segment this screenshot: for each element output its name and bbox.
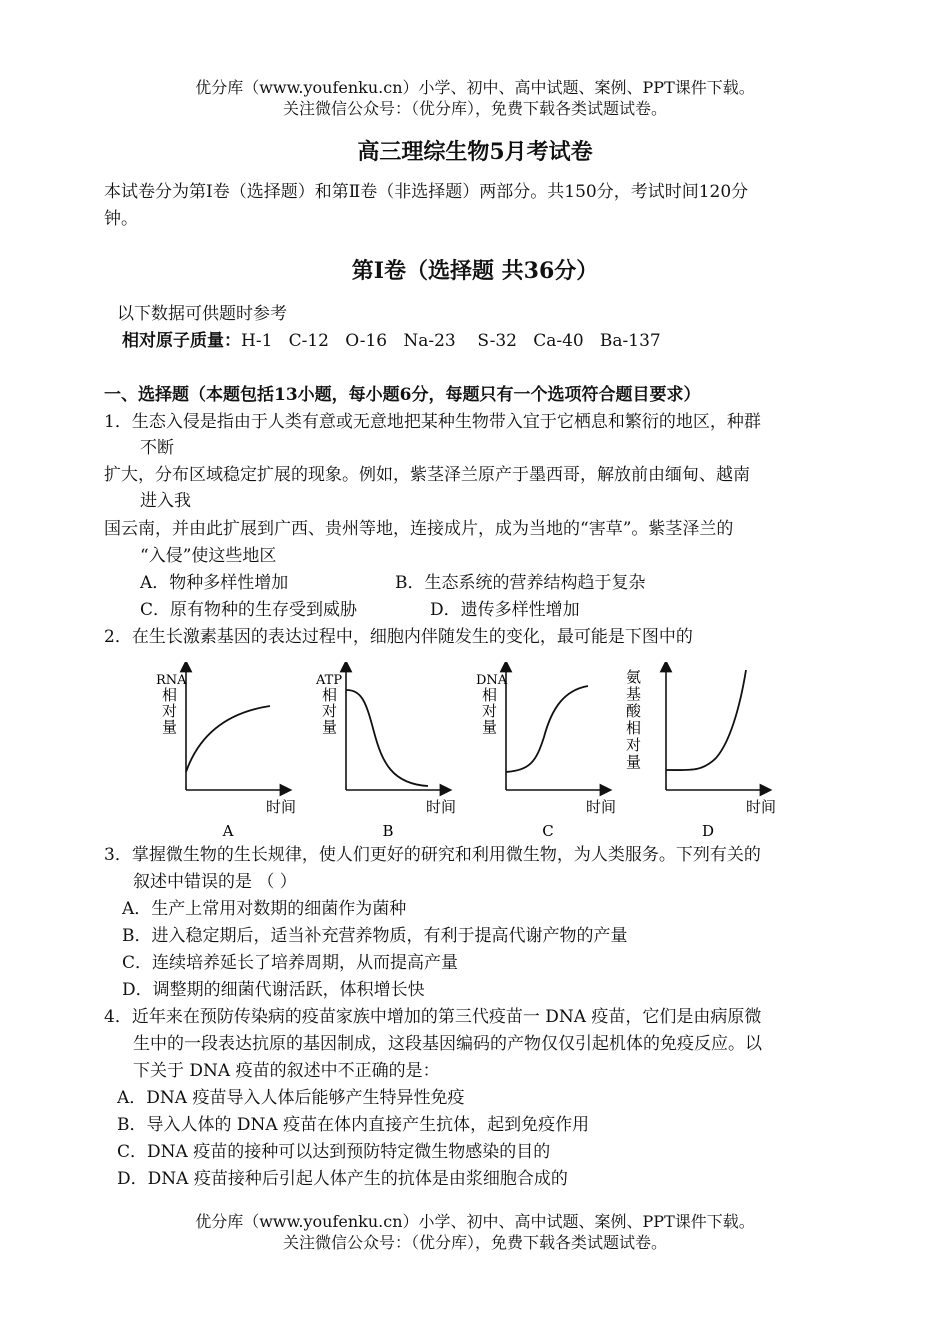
x-label: 时间 <box>746 798 777 816</box>
y-label-top: RNA <box>156 673 187 688</box>
part-heading: 一、选择题（本题包括13小题，每小题6分，每题只有一个选项符合题目要求） <box>104 385 701 405</box>
q3-line-1: 3．掌握微生物的生长规律，使人们更好的研究和利用微生物，为人类服务。下列有关的 <box>104 845 761 865</box>
q3-option-d: D．调整期的细菌代谢活跃，体积增长快 <box>122 980 425 1000</box>
intro-line-1: 本试卷分为第Ⅰ卷（选择题）和第Ⅱ卷（非选择题）两部分。共150分，考试时间120分 <box>104 182 749 202</box>
q4-line-1: 4．近年来在预防传染病的疫苗家族中增加的第三代疫苗一 DNA 疫苗，它们是由病原微 <box>104 1007 762 1027</box>
q4-option-c: C．DNA 疫苗的接种可以达到预防特定微生物感染的目的 <box>117 1142 551 1162</box>
y-label-char: 量 <box>482 718 498 736</box>
q1-option-c: C．原有物种的生存受到威胁 <box>140 600 358 620</box>
y-label-char: 对 <box>482 702 498 720</box>
q2-graphs <box>140 662 800 842</box>
q1-line-2: 不断 <box>140 438 174 458</box>
intro-line-2: 钟。 <box>104 209 138 229</box>
page-title: 高三理综生物5月考试卷 <box>357 139 593 165</box>
atomic-mass-line <box>122 330 661 352</box>
q4-line-2: 生中的一段表达抗原的基因制成，这段基因编码的产物仅仅引起机体的免疫反应。以 <box>133 1034 762 1054</box>
y-label-char: 氨 <box>626 668 642 686</box>
y-label-char: 相 <box>482 686 498 704</box>
graph-letter: D <box>701 822 715 840</box>
header-line-1: 优分库（www.youfenku.cn）小学、初中、高中试题、案例、PPT课件下载。 <box>195 78 755 97</box>
y-label-char: 量 <box>322 718 338 736</box>
q3-option-c: C．连续培养延长了培养周期，从而提高产量 <box>122 953 459 973</box>
q4-option-b: B．导入人体的 DNA 疫苗在体内直接产生抗体，起到免疫作用 <box>117 1115 590 1135</box>
q1-line-3: 扩大，分布区域稳定扩展的现象。例如，紫茎泽兰原产于墨西哥，解放前由缅甸、越南 <box>104 465 750 485</box>
graph-letter: B <box>382 822 394 840</box>
curve <box>506 686 588 772</box>
q3-option-b: B．进入稳定期后，适当补充营养物质，有利于提高代谢产物的产量 <box>122 926 628 946</box>
x-label: 时间 <box>426 798 457 816</box>
q4-option-d: D．DNA 疫苗接种后引起人体产生的抗体是由浆细胞合成的 <box>117 1169 568 1189</box>
curve <box>346 690 428 786</box>
q1-line-6: “入侵”使这些地区 <box>140 546 277 566</box>
q1-option-b: B．生态系统的营养结构趋于复杂 <box>395 573 646 593</box>
graph-a <box>156 666 296 840</box>
y-label-char: 对 <box>322 702 338 720</box>
y-label-char: 酸 <box>626 702 642 720</box>
graph-d <box>626 666 776 840</box>
graph-b <box>315 666 456 840</box>
q1-line-5: 国云南，并由此扩展到广西、贵州等地，连接成片，成为当地的“害草”。紫茎泽兰的 <box>104 519 734 539</box>
reference-line: 以下数据可供题时参考 <box>117 304 287 324</box>
graph-letter: A <box>222 822 234 840</box>
q3-line-2: 叙述中错误的是 （ ） <box>133 872 297 892</box>
y-label-char: 相 <box>322 686 338 704</box>
y-label-char: 相 <box>626 719 642 737</box>
q4-line-3: 下关于 DNA 疫苗的叙述中不正确的是： <box>133 1061 440 1081</box>
q1-option-d: D．遗传多样性增加 <box>430 600 580 620</box>
curve <box>666 670 746 770</box>
graph-c <box>476 666 616 840</box>
q1-option-a: A．物种多样性增加 <box>140 573 289 593</box>
y-label-char: 对 <box>626 736 642 754</box>
x-label: 时间 <box>266 798 297 816</box>
footer-line-2: 关注微信公众号：（优分库），免费下载各类试题试卷。 <box>282 1233 667 1252</box>
atomic-mass-label: 相对原子质量： <box>122 331 241 351</box>
y-label-char: 量 <box>626 753 642 771</box>
y-label-char: 对 <box>162 702 178 720</box>
y-label-top: DNA <box>476 673 508 688</box>
q3-option-a: A．生产上常用对数期的细菌作为菌种 <box>122 899 407 919</box>
header-line-2: 关注微信公众号：（优分库），免费下载各类试题试卷。 <box>282 99 667 118</box>
section-title: 第Ⅰ卷（选择题 共36分） <box>351 258 599 284</box>
atomic-mass-values: H-1 C-12 O-16 Na-23 S-32 Ca-40 Ba-137 <box>241 331 661 351</box>
y-label-char: 量 <box>162 718 178 736</box>
q2-stem: 2．在生长激素基因的表达过程中，细胞内伴随发生的变化，最可能是下图中的 <box>104 627 693 647</box>
y-label-char: 基 <box>626 685 642 703</box>
footer-line-1: 优分库（www.youfenku.cn）小学、初中、高中试题、案例、PPT课件下载。 <box>195 1212 755 1231</box>
y-label-top: ATP <box>316 673 343 688</box>
q1-line-1: 1．生态入侵是指由于人类有意或无意地把某种生物带入宜于它栖息和繁衍的地区，种群 <box>104 412 761 432</box>
y-label-char: 相 <box>162 686 178 704</box>
curve <box>186 706 270 772</box>
q4-option-a: A．DNA 疫苗导入人体后能够产生特异性免疫 <box>117 1088 465 1108</box>
graph-letter: C <box>542 822 554 840</box>
q1-line-4: 进入我 <box>140 491 191 511</box>
x-label: 时间 <box>586 798 617 816</box>
